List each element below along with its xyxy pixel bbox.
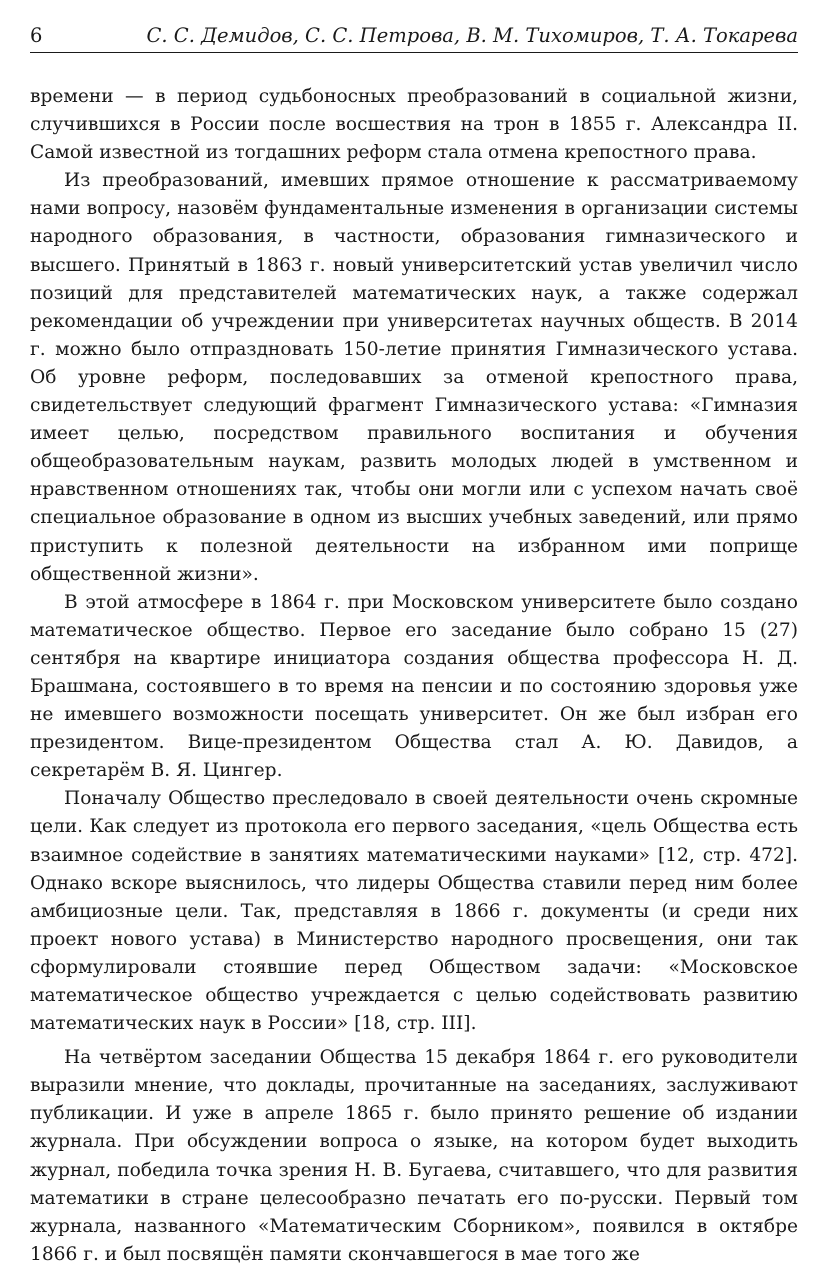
running-header [30,22,798,53]
paragraph-1: времени — в период судьбоносных преобразований в социальной жизни, случившихся в России после восшествия на трон в 1855 г. Александра II. Самой известной из тогдашних реформ стала отмена крепостного права. [30,86,798,164]
running-head-authors: С. С. Демидов, С. С. Петрова, В. М. Тихомиров, Т. А. Токарева [146,24,798,47]
body-text [30,83,798,1269]
paragraph-5: На четвёртом заседании Общества 15 декабря 1864 г. его руководители выразили мнение, что доклады, прочитанные на заседаниях, заслуживают публикации. И уже в апреле 1865 г. было принято решение об издании журнала. При обсуждении вопроса о языке, на котором будет выходить журнал, победила точка зрения Н. В. Бугаева, считавшего, что для развития математики в стране целесообразно печатать его по-русски. Первый том журнала, названного «Математическим Сборником», появился в октябре 1866 г. и был посвящён памяти скончавшегося в мае того же [30,1047,798,1265]
paragraph-3: В этой атмосфере в 1864 г. при Московском университете было создано математическое общество. Первое его заседание было собрано 15 (27) сентября на квартире инициатора создания общества профессора Н. Д. Брашмана, состоявшего в то время на пенсии и по состоянию здоровья уже не имевшего возможности посещать университет. Он же был избран его президентом. Вице-президентом Общества стал А. Ю. Давидов, а секретарём В. Я. Цингер. [30,591,798,782]
paragraph-4: Поначалу Общество преследовало в своей деятельности очень скромные цели. Как следует из протокола его первого заседания, «цель Общества есть взаимное содействие в занятиях математическими науками» [12, стр. 472]. Однако вскоре выяснилось, что лидеры Общества ставили перед ним более амбициозные цели. Так, представляя в 1866 г. документы (и среди них проект нового устава) в Министерство народного просвещения, они так сформулировали стоявшие перед Обществом задачи: «Московское математическое общество учреждается с целью содействовать развитию математических наук в России» [18, стр. III]. [30,788,798,1035]
paragraph-2: Из преобразований, имевших прямое отношение к рассматриваемому нами вопросу, назовём фундаментальные изменения в организации системы народного образования, в частности, образования гимназического и высшего. Принятый в 1863 г. новый университетский устав увеличил число позиций для представителей математических наук, а также содержал рекомендации об учреждении при университетах научных обществ. В 2014 г. можно было отпраздновать 150-летие принятия Гимназического устава. Об уровне реформ, последовавших за отменой крепостного права, свидетельствует следующий фрагмент Гимназического устава: «Гимназия имеет целью, посредством правильного воспитания и обучения общеобразовательным наукам, развить молодых людей в умственном и нравственном отношениях так, чтобы они могли или с успехом начать своё специальное образование в одном из высших учебных заведений, или прямо приступить к полезной деятельности на избранном ими поприще общественной жизни». [30,170,798,585]
book-page [30,22,798,1269]
page-number: 6 [30,24,43,47]
